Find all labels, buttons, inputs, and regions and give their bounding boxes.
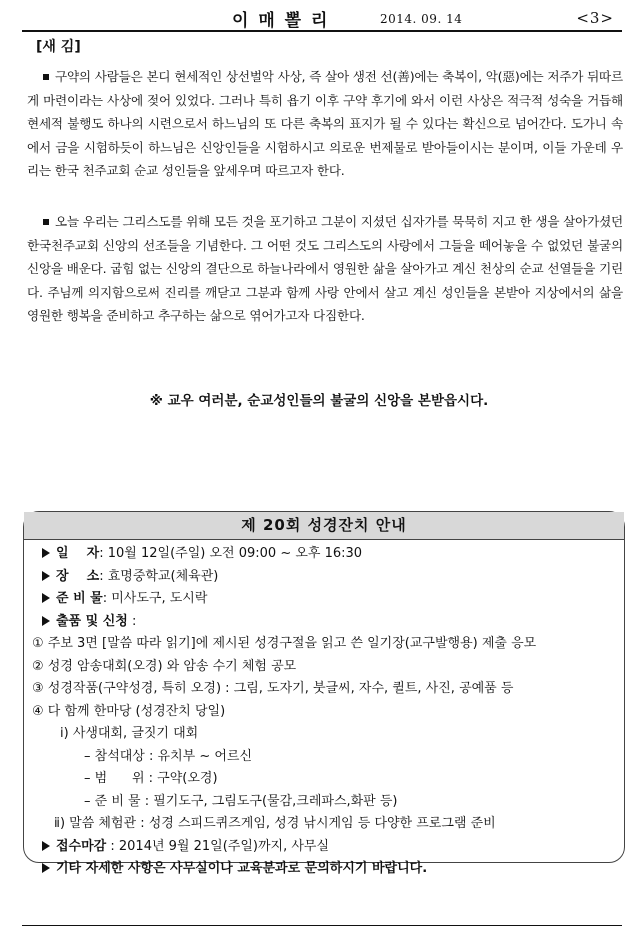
prep-label: 준 비 물 [56,591,103,606]
issue-date: 2014. 09. 14 [380,12,463,26]
contact-row [32,858,624,881]
prep-row [32,588,624,611]
triangle-bullet-icon [42,571,50,581]
contest-detail: – 참석대상 : 유치부 ~ 어르신 [84,748,253,764]
prep-value: : 미사도구, 도시락 [102,591,208,606]
date-label: 일 자 [56,546,100,561]
list-item: ② 성경 암송대회(오경) 와 암송 수기 체험 공모 [32,658,297,674]
notice-title: 제 20회 성경잔치 안내 [24,512,624,540]
apply-label: 출품 및 신청 [56,613,128,629]
place-value: : 효명중학교(체육관) [99,568,219,584]
triangle-bullet-icon [42,841,50,851]
apply-row [32,611,624,634]
date-value: : 10월 12일(주일) 오전 09:00 ~ 오후 16:30 [99,546,363,561]
sub-item-experience: ⅱ) 말씀 체험관 : 성경 스피드퀴즈게임, 성경 낚시게임 등 다양한 프로그램 준비 [54,816,496,831]
square-bullet-icon [43,74,49,80]
bible-festival-notice [23,511,625,876]
contest-detail: – 준 비 물 : 필기도구, 그림도구(물감,크레파스,화판 등) [84,793,398,809]
notice-content [24,540,624,881]
square-bullet-icon [43,219,49,225]
contact-text: 기타 자세한 사항은 사무실이나 교육분과로 문의하시기 바랍니다. [56,861,428,876]
date-row [32,543,624,566]
sub-item-contest: ⅰ) 사생대회, 글짓기 대회 [60,726,199,741]
list-item: ③ 성경작품(구약성경, 특히 오경) : 그림, 도자기, 붓글씨, 자수, 퀼트, 사진, 공예품 등 [32,681,514,696]
page-number: <3> [576,9,614,27]
reflection-paragraph-1 [27,65,623,183]
triangle-bullet-icon [42,616,50,626]
contest-detail: – 범 위 : 구약(오경) [84,771,218,786]
list-item: ① 주보 3면 [말씀 따라 읽기]에 제시된 성경구절을 읽고 쓴 일기장(교구발행용) 제출 응모 [32,636,537,651]
triangle-bullet-icon [42,593,50,603]
header-divider [22,30,622,32]
footer-divider [22,925,622,926]
paragraph-text: 구약의 사람들은 본디 현세적인 상선벌악 사상, 즉 살아 생전 선(善)에는 축복이, 악(惡)에는 저주가 뒤따르게 마련이라는 사상에 젖어 있었다. 그러나 특히 욥기 이후 구약 후기에 와서 이런 사상은 적극적 성숙을 거듭해 현세적 불행도 하나의 시련으로서 하느님의 또 다른 축복의 표지가 될 수 있다는 확신으로 넘어간다. 도가니 속에서 금을 시험하듯이 하느님은 신앙인들을 시험하시고 의로운 번제물로 받아들이시는 분이며, 이들 가운데 우리는 한국 천주교회 순교 성인들을 앞세우며 따르고자 한다. [27,69,623,178]
appeal-text: ※ 교우 여러분, 순교성인들의 불굴의 신앙을 본받읍시다. [149,393,489,409]
triangle-bullet-icon [42,548,50,558]
place-row [32,566,624,589]
bulletin-title: 이 매 뽈 리 [232,11,330,31]
place-label: 장 소 [56,568,100,584]
section-title: [새 김] [36,39,81,55]
deadline-label: 접수마감 [56,838,107,854]
bulletin-header [22,6,622,30]
triangle-bullet-icon [42,863,50,873]
deadline-row [32,836,624,859]
paragraph-text: 오늘 우리는 그리스도를 위해 모든 것을 포기하고 그분이 지셨던 십자가를 묵묵히 지고 한 생을 살아가셨던 한국천주교회 신앙의 선조들을 기념한다. 그 어떤 것도 그리스도의 사랑에서 그들을 떼어놓을 수 없었던 불굴의 신앙을 배운다. 굽힘 없는 신앙의 결단으로 하늘나라에서 영원한 삶을 살아가고 계신 천상의 순교 선열들을 기린다. 주님께 의지함으로써 진리를 깨닫고 그분과 함께 사랑 안에서 살고 계신 성인들을 본받아 지상에서의 삶을 영원한 행복을 준비하고 추구하는 삶으로 엮어가고자 다짐한다. [27,214,623,323]
apply-value: : [127,613,137,629]
list-item: ④ 다 함께 한마당 (성경잔치 당일) [32,703,226,719]
reflection-paragraph-2 [27,210,623,328]
deadline-value: : 2014년 9월 21일(주일)까지, 사무실 [106,838,330,854]
